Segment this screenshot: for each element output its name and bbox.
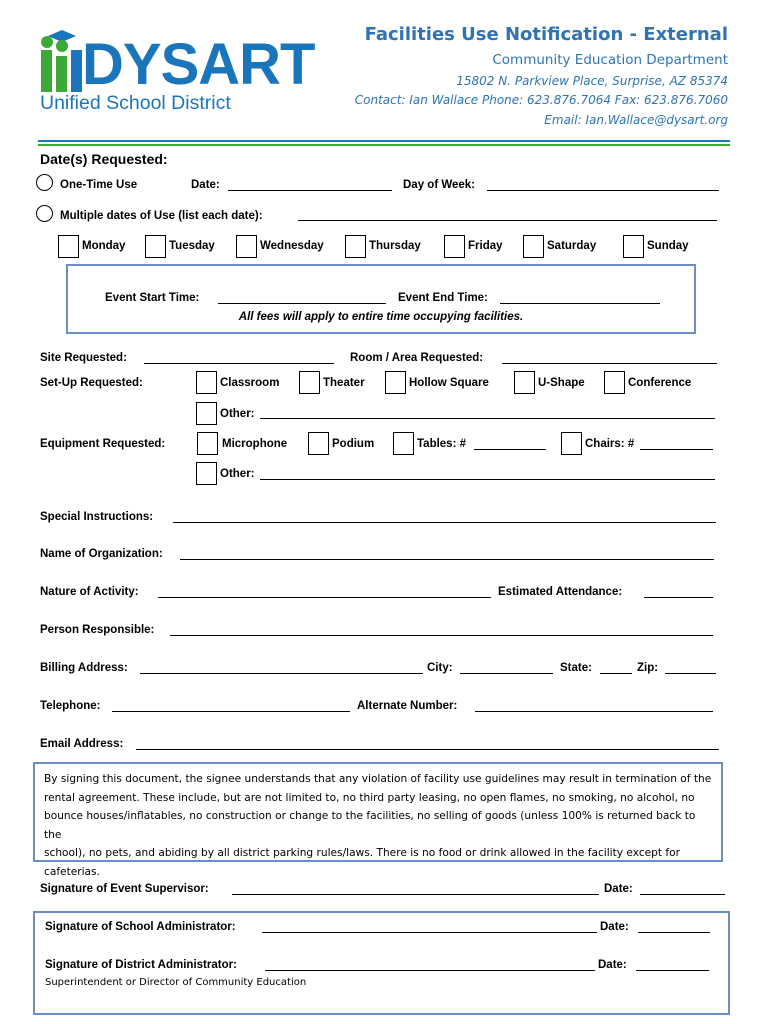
setup-checkbox-hollow-square[interactable] <box>385 371 406 394</box>
equipment-label-microphone: Microphone <box>222 438 288 450</box>
multiple-dates-field[interactable] <box>298 220 717 221</box>
setup-label-classroom: Classroom <box>220 377 280 389</box>
person-responsible-field[interactable] <box>170 635 713 636</box>
equipment-checkbox-microphone[interactable] <box>197 432 218 455</box>
equipment-checkbox-podium[interactable] <box>308 432 329 455</box>
nature-of-activity-field[interactable] <box>158 597 491 598</box>
equipment-other-field[interactable] <box>260 479 715 480</box>
setup-checkbox-conference[interactable] <box>604 371 625 394</box>
site-requested-label: Site Requested: <box>40 352 127 364</box>
setup-checkbox-classroom[interactable] <box>196 371 217 394</box>
one-time-radio[interactable] <box>36 174 53 191</box>
event-start-time-field[interactable] <box>218 303 386 304</box>
day-checkbox-saturday[interactable] <box>523 235 544 258</box>
multiple-dates-radio[interactable] <box>36 205 53 222</box>
day-label-wednesday: Wednesday <box>260 240 324 252</box>
day-label-friday: Friday <box>468 240 503 252</box>
day-label-sunday: Sunday <box>647 240 689 252</box>
setup-label-theater: Theater <box>323 377 365 389</box>
special-instructions-label: Special Instructions: <box>40 511 154 523</box>
estimated-attendance-field[interactable] <box>644 597 713 598</box>
terms-text <box>44 770 714 882</box>
zip-label: Zip: <box>637 662 659 674</box>
nature-of-activity-label: Nature of Activity: <box>40 586 139 598</box>
admin-signatures-box <box>33 911 730 1015</box>
telephone-label: Telephone: <box>40 700 101 712</box>
day-of-week-label: Day of Week: <box>403 179 476 191</box>
header-divider-green <box>38 144 730 146</box>
school-admin-signature-field[interactable] <box>262 932 597 933</box>
day-checkbox-monday[interactable] <box>58 235 79 258</box>
equipment-label-tables: Tables: # <box>417 438 466 450</box>
one-time-label: One-Time Use <box>60 179 138 191</box>
setup-checkbox-theater[interactable] <box>299 371 320 394</box>
dates-heading: Date(s) Requested: <box>40 151 168 167</box>
equipment-other-label: Other: <box>220 468 255 480</box>
estimated-attendance-label: Estimated Attendance: <box>498 586 623 598</box>
graduate-figures-icon <box>38 28 86 94</box>
day-checkbox-sunday[interactable] <box>623 235 644 258</box>
special-instructions-field[interactable] <box>173 522 716 523</box>
header-divider-blue <box>38 140 730 142</box>
date-label: Date: <box>191 179 220 191</box>
state-field[interactable] <box>600 673 632 674</box>
school-admin-signature-label: Signature of School Administrator: <box>45 921 236 933</box>
district-logo <box>38 28 315 114</box>
state-label: State: <box>560 662 592 674</box>
logo-wordmark: DYSART <box>82 32 315 97</box>
site-requested-field[interactable] <box>144 363 334 364</box>
district-admin-signature-label: Signature of District Administrator: <box>45 959 237 971</box>
school-admin-date-field[interactable] <box>638 932 710 933</box>
alternate-number-field[interactable] <box>475 711 713 712</box>
date-field[interactable] <box>228 190 392 191</box>
event-start-time-label: Event Start Time: <box>105 292 200 304</box>
equipment-checkbox-chairs[interactable] <box>561 432 582 455</box>
event-time-box <box>66 264 696 334</box>
day-checkbox-thursday[interactable] <box>345 235 366 258</box>
multiple-dates-label: Multiple dates of Use (list each date): <box>60 210 263 222</box>
organization-label: Name of Organization: <box>40 548 163 560</box>
logo-subtitle: Unified School District <box>40 92 231 114</box>
city-label: City: <box>427 662 453 674</box>
terms-line: bounce houses/inflatables, no construction or change to the facilities, no selling of goods (unless 100% is returned back to the <box>44 810 696 841</box>
telephone-field[interactable] <box>112 711 350 712</box>
tables-count-field[interactable] <box>474 449 546 450</box>
alternate-number-label: Alternate Number: <box>357 700 458 712</box>
day-of-week-field[interactable] <box>487 190 719 191</box>
room-requested-field[interactable] <box>502 363 717 364</box>
equipment-label-podium: Podium <box>332 438 375 450</box>
city-field[interactable] <box>460 673 553 674</box>
organization-field[interactable] <box>180 559 714 560</box>
event-supervisor-signature-label: Signature of Event Supervisor: <box>40 883 209 895</box>
billing-address-field[interactable] <box>140 673 423 674</box>
equipment-label-chairs: Chairs: # <box>585 438 635 450</box>
school-admin-date-label: Date: <box>600 921 629 933</box>
setup-label-u-shape: U-Shape <box>538 377 585 389</box>
setup-label-hollow-square: Hollow Square <box>409 377 489 389</box>
setup-checkbox-other[interactable] <box>196 402 217 425</box>
event-end-time-field[interactable] <box>500 303 660 304</box>
district-address: 15802 N. Parkview Place, Surprise, AZ 85374 <box>456 74 728 88</box>
billing-address-label: Billing Address: <box>40 662 128 674</box>
event-end-time-label: Event End Time: <box>398 292 488 304</box>
district-admin-note: Superintendent or Director of Community Education <box>45 977 307 988</box>
equipment-requested-label: Equipment Requested: <box>40 438 166 450</box>
terms-line: By signing this document, the signee understands that any violation of facility use guidelines may result in termination of the <box>44 773 712 785</box>
district-admin-date-field[interactable] <box>636 970 709 971</box>
day-checkbox-tuesday[interactable] <box>145 235 166 258</box>
room-requested-label: Room / Area Requested: <box>350 352 484 364</box>
page-title: Facilities Use Notification - External <box>364 24 728 45</box>
setup-other-field[interactable] <box>260 418 715 419</box>
day-checkbox-wednesday[interactable] <box>236 235 257 258</box>
terms-line: rental agreement. These include, but are not limited to, no third party leasing, no open flames, no smoking, no alcohol, no <box>44 791 695 804</box>
email-address-label: Email Address: <box>40 738 124 750</box>
district-admin-signature-field[interactable] <box>265 970 595 971</box>
setup-requested-label: Set-Up Requested: <box>40 377 143 389</box>
terms-line: school), no pets, and abiding by all district parking rules/laws. There is no food or drink allowed in the facility except for <box>44 847 680 860</box>
setup-other-label: Other: <box>220 408 255 420</box>
day-label-tuesday: Tuesday <box>169 240 215 252</box>
setup-checkbox-u-shape[interactable] <box>514 371 535 394</box>
person-responsible-label: Person Responsible: <box>40 624 155 636</box>
day-checkbox-friday[interactable] <box>444 235 465 258</box>
fees-note: All fees will apply to entire time occupying facilities. <box>238 311 524 323</box>
event-supervisor-signature-field[interactable] <box>232 894 599 895</box>
day-label-monday: Monday <box>82 240 126 252</box>
chairs-count-field[interactable] <box>640 449 713 450</box>
event-supervisor-date-label: Date: <box>604 883 633 895</box>
contact-email: Email: Ian.Wallace@dysart.org <box>544 113 728 127</box>
equipment-checkbox-other[interactable] <box>196 462 217 485</box>
equipment-checkbox-tables[interactable] <box>393 432 414 455</box>
terms-line: cafeterias. <box>44 865 100 878</box>
day-label-saturday: Saturday <box>547 240 597 252</box>
contact-info: Contact: Ian Wallace Phone: 623.876.7064 Fax: 623.876.7060 <box>354 93 728 107</box>
zip-field[interactable] <box>665 673 716 674</box>
district-admin-date-label: Date: <box>598 959 627 971</box>
setup-label-conference: Conference <box>628 377 692 389</box>
department-name: Community Education Department <box>492 52 728 68</box>
email-address-field[interactable] <box>136 749 719 750</box>
day-label-thursday: Thursday <box>369 240 421 252</box>
terms-box <box>33 762 723 878</box>
event-supervisor-date-field[interactable] <box>640 894 725 895</box>
